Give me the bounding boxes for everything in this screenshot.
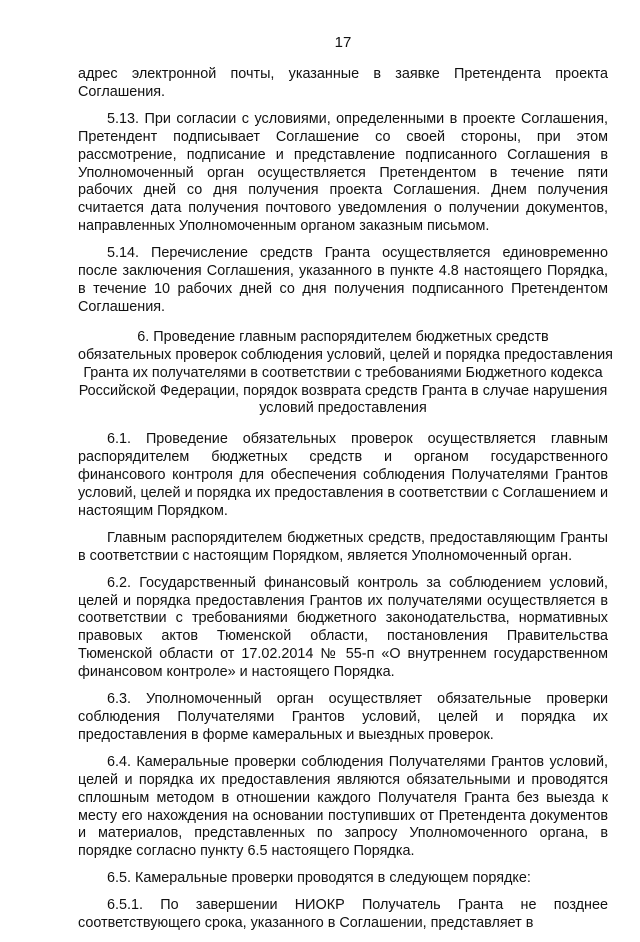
paragraph-p-6-4: 6.4. Камеральные проверки соблюдения Получателями Грантов условий, целей и порядка их предоставления являются обязательными и проводятся сплошным методом в отношении каждого Получателя Гранта без выезда к месту его нахождения на основании поступивших от Претендента документов и материалов, представленных по запросу Уполномоченного органа, в порядке согласно пункту 6.5 настоящего Порядка. — [78, 753, 608, 860]
paragraph-p-6-5: 6.5. Камеральные проверки проводятся в следующем порядке: — [107, 870, 531, 887]
document-page — [78, 34, 613, 942]
page-number: 17 — [334, 34, 352, 51]
paragraph-p-5-14: 5.14. Перечисление средств Гранта осуществляется единовременно после заключения Соглашения, указанного в пункте 4.8 настоящего Порядка, в течение 10 рабочих дней со дня получения подписанного Претендентом Соглашения. — [78, 245, 608, 315]
paragraph-p-6-2: 6.2. Государственный финансовый контроль за соблюдением условий, целей и порядка предоставления Грантов их получателями осуществляется в соответствии с требованиями бюджетного законодательства, нормативных правовых актов Тюменской области, постановления Правительства Тюменской области от 17.02.2014 № 55-п «О внутреннем государственном финансовом контроле» и настоящего Порядка. — [78, 574, 608, 681]
section-title-line: Российской Федерации, порядок возврата средств Гранта в случае нарушения — [78, 382, 608, 399]
section-6-title — [78, 328, 613, 419]
paragraphs-before-section — [78, 66, 608, 317]
paragraph-p-6-1-b: Главным распорядителем бюджетных средств, предоставляющим Гранты в соответствии с настоящим Порядком, является Уполномоченный орган. — [78, 529, 608, 564]
paragraph-p-continued: адрес электронной почты, указанные в заявке Претендента проекта Соглашения. — [78, 66, 608, 100]
paragraph-p-5-13: 5.13. При согласии с условиями, определенными в проекте Соглашения, Претендент подписывает Соглашение со своей стороны, при этом рассмотрение, подписание и представление подписанного Соглашения в Уполномоченный орган осуществляется Претендентом в течение пяти рабочих дней со дня получения проекта Соглашения. Днем получения считается дата получения почтового уведомления о получении документов, направленных Уполномоченным органом заказным письмом. — [78, 110, 608, 235]
paragraph-p-6-5-1: 6.5.1. По завершении НИОКР Получатель Гранта не позднее соответствующего срока, указанного в Соглашении, представляет в — [78, 897, 608, 932]
section-title-line: условий предоставления — [259, 400, 427, 417]
paragraph-p-6-1: 6.1. Проведение обязательных проверок осуществляется главным распорядителем бюджетных средств и органом государственного финансового контроля для обеспечения соблюдения Получателями Грантов условий, целей и порядка их предоставления в соответствии с Соглашением и настоящим Порядком. — [78, 431, 608, 519]
paragraph-p-6-3: 6.3. Уполномоченный орган осуществляет обязательные проверки соблюдения Получателями Грантов условий, целей и порядка их предоставления в форме камеральных и выездных проверок. — [78, 691, 608, 743]
section-title-line: 6. Проведение главным распорядителем бюджетных средств — [137, 328, 549, 345]
paragraphs-after-section — [78, 431, 608, 933]
section-title-line: Гранта их получателями в соответствии с требованиями Бюджетного кодекса — [83, 364, 603, 381]
section-title-line: обязательных проверок соблюдения условий, целей и порядка предоставления — [78, 346, 613, 363]
